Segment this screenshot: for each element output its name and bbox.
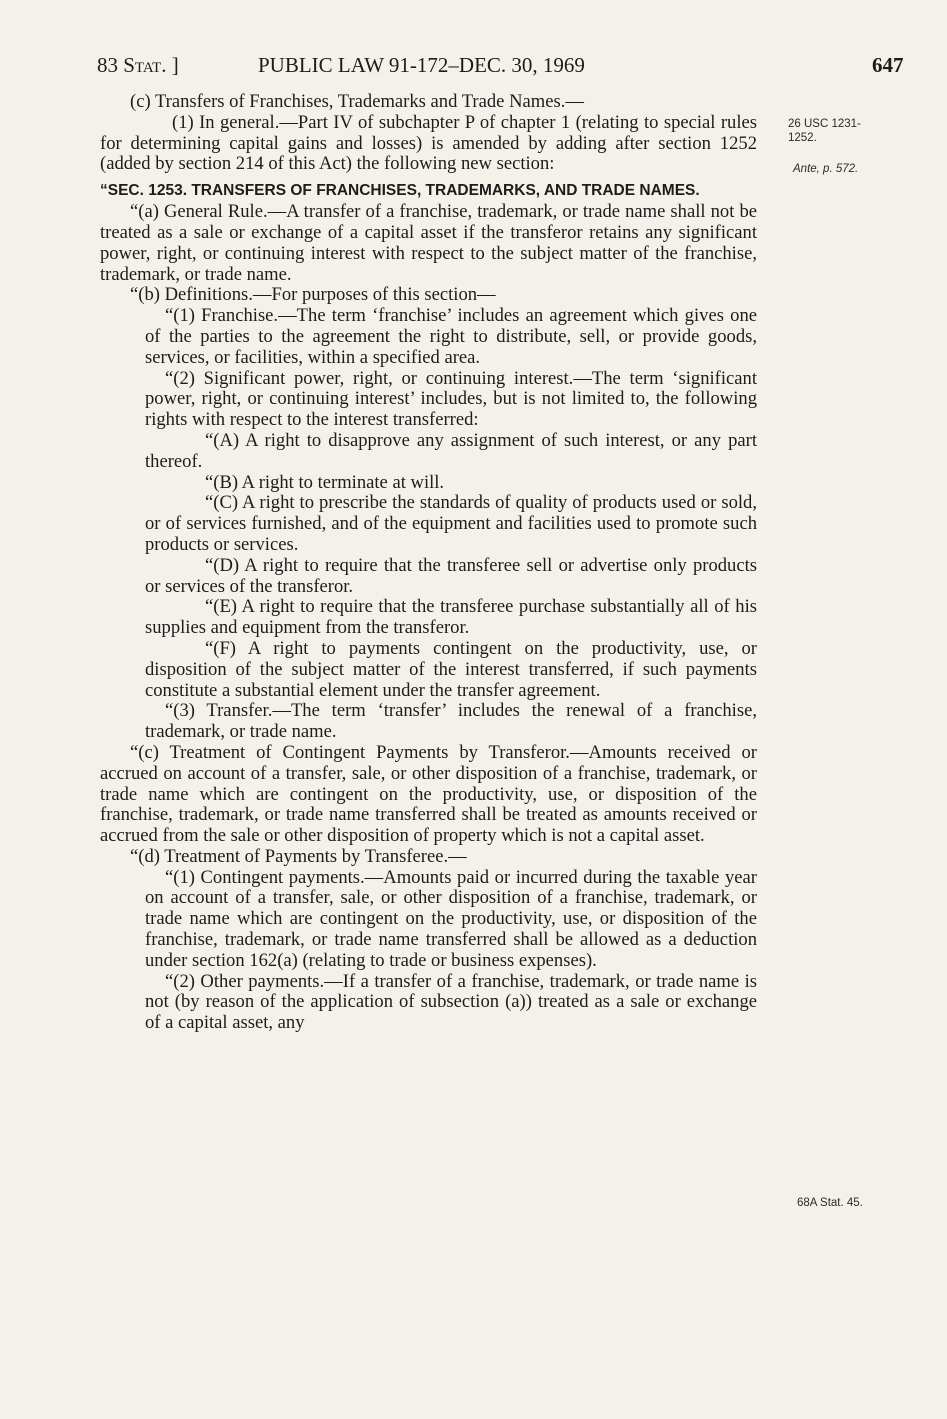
paragraph-d1: “(1) Contingent payments.—Amounts paid or incurred during the taxable year on account of a transfer, sale, or other disposition of a franchise, trademark, or trade name which are contingent on the productivity, use, or disposition of the franchise, trademark, or trade name transferred shall be allowed as a deduction under section 162(a) (relating to trade or business expenses). [145, 866, 757, 971]
paragraph-b: “(b) Definitions.—For purposes of this section— [130, 284, 496, 306]
paragraph-c1: (1) In general.—Part IV of subchapter P of chapter 1 (relating to special rules for determining capital gains and losses) is amended by adding after section 1252 (added by section 214 of this Act) the following new section: [100, 111, 757, 175]
paragraph-b1: “(1) Franchise.—The term ‘franchise’ includes an agreement which gives one of the parties to the agreement the right to distribute, sell, or provide goods, services, or facilities, within a specified area. [145, 305, 757, 368]
paragraph-b2A: “(A) A right to disapprove any assignment of such interest, or any part thereof. [145, 429, 757, 472]
paragraph-b2F: “(F) A right to payments contingent on the productivity, use, or disposition of the subject matter of the interest transferred, if such payments constitute a substantial element under the transfer agreement. [145, 637, 757, 701]
section-heading: “SEC. 1253. TRANSFERS OF FRANCHISES, TRADEMARKS, AND TRADE NAMES. [100, 182, 700, 200]
paragraph-b2E: “(E) A right to require that the transferee purchase substantially all of his supplies and equipment from the transferor. [145, 596, 757, 639]
statute-volume-header: 83 Stat. ] [97, 53, 179, 77]
margin-note-ante: Ante, p. 572. [793, 163, 859, 175]
paragraph-c-heading: (c) Transfers of Franchises, Trademarks and Trade Names.— [130, 91, 584, 112]
paragraph-b2D: “(D) A right to require that the transferee sell or advertise only products or services of the transferor. [145, 554, 757, 597]
public-law-header: PUBLIC LAW 91-172–DEC. 30, 1969 [258, 53, 585, 77]
paragraph-b2: “(2) Significant power, right, or continuing interest.—The term ‘significant power, right, or continuing interest’ includes, but is not limited to, the following rights with respect to the interest transferred: [145, 367, 757, 431]
paragraph-b2B: “(B) A right to terminate at will. [205, 471, 445, 493]
paragraph-a: “(a) General Rule.—A transfer of a franchise, trademark, or trade name shall not be treated as a sale or exchange of a capital asset if the transferor retains any significant power, right, or continuing interest with respect to the subject matter of the franchise, trademark, or trade name. [100, 201, 757, 285]
page-number: 647 [872, 53, 904, 77]
document-body [100, 92, 757, 1034]
paragraph-b3: “(3) Transfer.—The term ‘transfer’ includes the renewal of a franchise, trademark, or trade name. [145, 700, 757, 743]
paragraph-d2: “(2) Other payments.—If a transfer of a franchise, trademark, or trade name is not (by reason of the application of subsection (a)) treated as a sale or exchange of a capital asset, any [145, 970, 757, 1034]
paragraph-c: “(c) Treatment of Contingent Payments by Transferor.—Amounts received or accrued on account of a transfer, sale, or other disposition of a franchise, trademark, or trade name which are contingent on the productivity, use, or disposition of the franchise, trademark, or trade name transferred shall be treated as amounts received or accrued from the sale or other disposition of property which is not a capital asset. [100, 741, 757, 847]
paragraph-d: “(d) Treatment of Payments by Transferee.— [130, 845, 467, 867]
paragraph-b2C: “(C) A right to prescribe the standards of quality of products used or sold, or of services furnished, and of the equipment and facilities used to promote such products or services. [145, 492, 757, 555]
margin-note-usc: 26 USC 1231- [788, 118, 861, 130]
margin-note-usc-cont: 1252. [788, 132, 817, 144]
margin-note-stat: 68A Stat. 45. [797, 1197, 863, 1209]
